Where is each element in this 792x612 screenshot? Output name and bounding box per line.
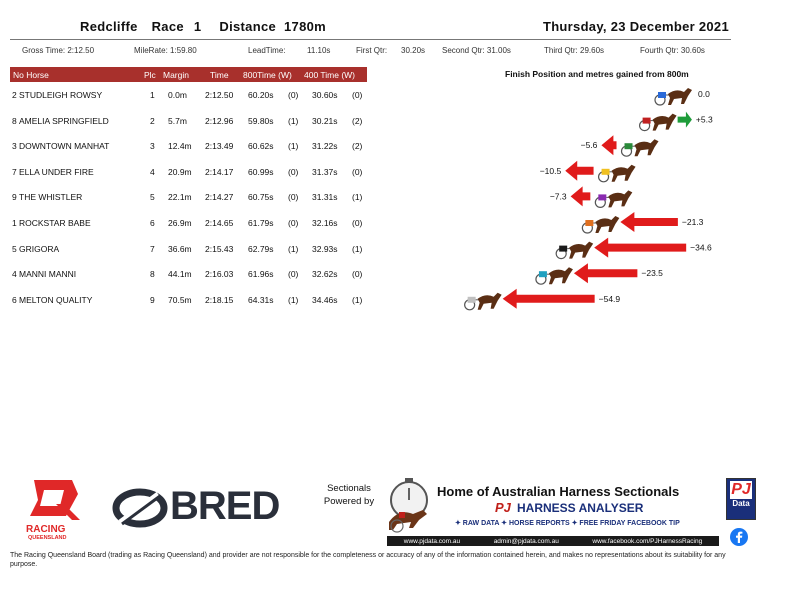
cell-w400: (0) [352,218,363,228]
cell-t800: 62.79s [248,243,274,254]
cell-no: 1 [12,218,17,228]
cell-horse: MELTON QUALITY [19,294,93,305]
pj-data-logo: PJ Data [726,478,756,520]
table-row [10,292,367,306]
cell-t400: 32.93s [312,243,338,254]
cell-w800: (0) [288,166,299,177]
gain-arrow [571,186,591,206]
race-number: 1 [193,19,202,34]
cell-no: 9 [12,192,17,203]
cell-w800: (1) [288,294,299,305]
banner-web-link[interactable]: www.pjdata.com.au [403,537,461,545]
facebook-icon[interactable] [730,528,748,546]
cell-margin: 44.1m [168,269,192,280]
cell-time: 2:18.15 [205,294,234,305]
gain-chart-mark [556,238,712,259]
cell-w400: (0) [352,269,363,280]
sectionals-line2: Powered by [323,496,375,507]
header-divider [10,39,731,40]
banner-contact-bar [387,536,719,546]
cell-horse: MANNI MANNI [19,269,77,280]
cell-t400: 32.62s [312,269,338,280]
cell-time: 2:14.17 [205,166,234,177]
cell-time: 2:12.96 [205,115,234,126]
gain-label: −10.5 [539,165,562,176]
cell-time: 2:14.65 [205,218,234,228]
cell-t800: 60.20s [248,90,274,100]
cell-plc: 7 [150,243,155,254]
gain-chart-mark [540,161,636,182]
gain-chart-mark [640,112,713,131]
lead-time: 11.10s [307,46,331,55]
cell-plc: 3 [150,141,155,152]
cell-time: 2:12.50 [205,90,234,100]
cell-horse: AMELIA SPRINGFIELD [19,115,109,126]
distance-label: Distance [219,19,277,34]
gain-arrow [574,263,637,283]
gain-arrow [503,289,595,309]
cell-w800: (0) [288,192,299,203]
cell-t800: 64.31s [248,294,274,305]
banner-subtitle: HARNESS ANALYSER [517,501,644,515]
horse-sulky-icon [599,165,636,182]
cell-plc: 8 [150,269,155,280]
banner-pj: PJ [495,500,511,515]
distance: 1780m [284,19,326,34]
gain-chart-title: Finish Position and metres gained from 800m [505,69,689,79]
cell-plc: 5 [150,192,155,203]
col-400-time: 400 Time (W) [304,70,356,80]
banner-title: Home of Australian Harness Sectionals [437,484,680,499]
venue: Redcliffe [80,19,138,34]
race-date: Thursday, 23 December 2021 [542,19,729,34]
banner-email-link[interactable]: admin@pjdata.com.au [493,537,559,545]
table-row [10,241,367,255]
gain-label: −23.5 [641,268,663,279]
banner-facebook-link[interactable]: www.facebook.com/PJHarnessRacing [592,537,703,545]
table-row [10,138,367,152]
cell-margin: 20.9m [168,166,192,177]
cell-t800: 60.62s [248,141,274,152]
first-qtr-label: First Qtr: [356,46,388,55]
cell-time: 2:14.27 [205,192,234,203]
cell-margin: 5.7m [168,115,187,126]
table-row [10,266,367,280]
cell-margin: 0.0m [168,90,187,100]
table-row [10,215,367,229]
col-time: Time [210,70,229,80]
cell-horse: THE WHISTLER [19,192,83,203]
cell-margin: 36.6m [168,243,192,254]
cell-margin: 12.4m [168,141,192,152]
cell-w800: (1) [288,243,299,254]
cell-w400: (0) [352,90,363,100]
gain-chart [370,78,730,318]
cell-w800: (1) [288,141,299,152]
cell-horse: STUDLEIGH ROWSY [19,90,103,100]
cell-margin: 26.9m [168,218,192,228]
racing-q-top-text: RACING [26,524,66,535]
cell-time: 2:15.43 [205,243,234,254]
horse-sulky-icon [582,216,619,233]
gain-chart-mark [465,289,621,310]
race-label: Race [151,19,184,34]
gain-arrow [594,238,686,258]
cell-plc: 4 [150,166,155,177]
gain-arrow [678,112,692,128]
cell-w800: (0) [288,218,299,228]
gain-arrow [601,135,616,155]
horse-sulky-icon [622,139,659,156]
cell-horse: GRIGORA [19,243,60,254]
cell-time: 2:13.49 [205,141,234,152]
cell-time: 2:16.03 [205,269,234,280]
lead-time-label: LeadTime: [248,46,286,55]
gain-label: 0.0 [698,89,710,99]
cell-horse: DOWNTOWN MANHAT [19,141,110,152]
mile-rate: MileRate: 1:59.80 [134,46,197,55]
cell-t800: 60.75s [248,192,274,203]
table-row [10,189,367,203]
cell-w800: (0) [288,90,299,100]
racing-q-bottom-text: QUEENSLAND [28,535,67,541]
horse-sulky-icon [655,88,692,105]
cell-no: 2 [12,90,17,100]
cell-t400: 30.21s [312,115,338,126]
cell-plc: 1 [150,90,155,100]
gain-arrow [620,212,678,232]
second-qtr: Second Qtr: 31.00s [442,46,511,55]
cell-no: 3 [12,141,17,152]
gain-label: −54.9 [598,293,621,304]
cell-w400: (1) [352,192,363,203]
cell-margin: 22.1m [168,192,192,203]
gain-label: −7.3 [549,191,567,202]
cell-plc: 6 [150,218,155,228]
col-margin: Margin [163,70,189,80]
sectionals-powered-by [318,482,380,508]
cell-plc: 2 [150,115,155,126]
table-row [10,164,367,178]
cell-t400: 31.31s [312,192,338,203]
disclaimer: The Racing Queensland Board (trading as Racing Queensland) and provider are not responsible for the completeness or accuracy of any of the information contained herein, and makes no representations about its suitability for any purpose. [10,552,726,568]
cell-t400: 32.16s [312,218,338,228]
gain-chart-mark [536,263,663,284]
col-plc: Plc [144,70,156,80]
gain-chart-mark [581,135,659,156]
gain-arrow [565,161,593,181]
gain-chart-mark [582,212,703,233]
cell-w400: (0) [352,166,363,177]
cell-w800: (0) [288,269,299,280]
pj-harness-banner [383,476,723,548]
bred-logo [112,484,300,528]
gain-chart-mark [655,88,710,105]
cell-w400: (1) [352,294,363,305]
cell-plc: 9 [150,294,155,305]
table-row [10,87,367,101]
horse-sulky-icon [465,293,502,310]
col-no-horse: No Horse [13,70,49,80]
cell-horse: ROCKSTAR BABE [19,218,91,228]
sectionals-line1: Sectionals [327,483,371,494]
col-800-time: 800Time (W) [243,70,292,80]
table-row [10,113,367,127]
horse-sulky-icon [536,267,573,284]
banner-features: ✦ RAW DATA ✦ HORSE REPORTS ✦ FREE FRIDAY FACEBOOK TIP [455,520,680,527]
fourth-qtr: Fourth Qtr: 30.60s [640,46,705,55]
horse-sulky-icon [556,242,593,259]
cell-no: 6 [12,294,17,305]
cell-w400: (1) [352,243,363,254]
cell-no: 5 [12,243,17,254]
cell-no: 8 [12,115,17,126]
cell-t800: 61.96s [248,269,274,280]
cell-w400: (2) [352,115,363,126]
gain-chart-mark [550,186,632,207]
gain-label: −5.6 [580,140,598,151]
cell-t800: 60.99s [248,166,274,177]
racing-queensland-logo [22,478,88,541]
cell-t400: 31.37s [312,166,338,177]
gain-label: −34.6 [690,242,712,253]
cell-horse: ELLA UNDER FIRE [19,166,94,177]
cell-w400: (2) [352,141,363,152]
cell-t800: 61.79s [248,218,274,228]
third-qtr: Third Qtr: 29.60s [544,46,605,55]
cell-t400: 34.46s [312,294,338,305]
cell-w800: (1) [288,115,299,126]
gross-time: Gross Time: 2:12.50 [22,46,95,55]
cell-margin: 70.5m [168,294,192,305]
bred-text: BRED [170,484,280,528]
stopwatch-horse-icon [383,476,435,534]
results-table-header [10,67,367,82]
pj-logo-text: Data [732,499,750,508]
cell-t800: 59.80s [248,115,274,126]
race-title [80,19,340,34]
cell-t400: 30.60s [312,90,338,100]
first-qtr: 30.20s [401,46,426,55]
gain-label: +5.3 [695,114,713,125]
gain-label: −21.3 [681,217,704,227]
cell-no: 4 [12,269,17,280]
cell-no: 7 [12,166,17,177]
horse-sulky-icon [595,190,632,207]
cell-t400: 31.22s [312,141,338,152]
horse-sulky-icon [640,114,677,131]
